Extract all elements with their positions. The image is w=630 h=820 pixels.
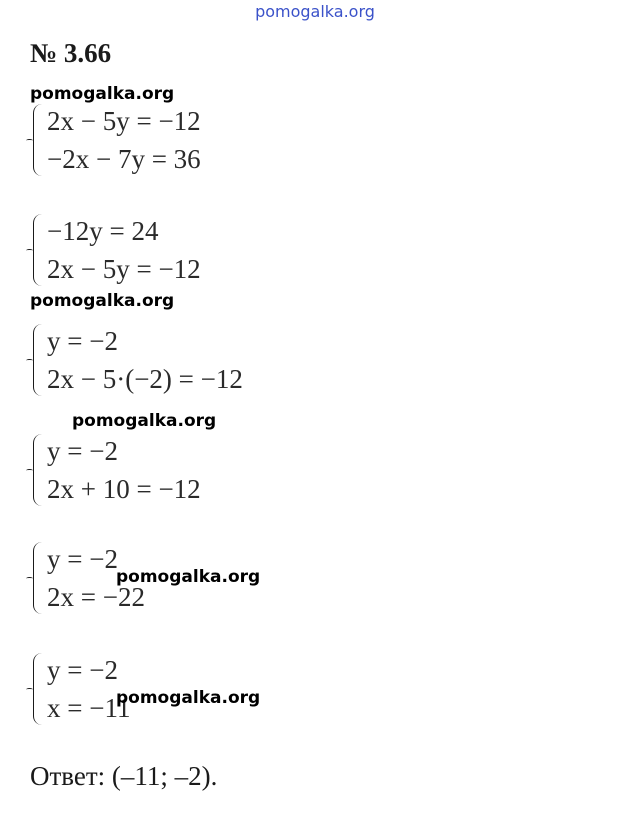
equation-1: y = −2 — [47, 326, 118, 356]
equation-1: y = −2 — [47, 655, 118, 685]
brace-icon — [33, 324, 43, 396]
equation-1: y = −2 — [47, 436, 118, 466]
brace-icon — [33, 104, 43, 176]
watermark: pomogalka.org — [116, 688, 261, 708]
equation-2: 2x − 5y = −12 — [47, 254, 201, 284]
watermark: pomogalka.org — [72, 411, 217, 431]
equation-system-4 — [33, 432, 201, 508]
equation-1: y = −2 — [47, 544, 118, 574]
problem-title: № 3.66 — [30, 38, 112, 68]
watermark: pomogalka.org — [116, 567, 261, 587]
equation-1: −12y = 24 — [47, 216, 159, 246]
brace-icon — [33, 214, 43, 286]
equation-1: 2x − 5y = −12 — [47, 106, 201, 136]
watermark: pomogalka.org — [30, 291, 175, 311]
answer-text: Ответ: (–11; –2). — [30, 761, 218, 791]
equation-2: −2x − 7y = 36 — [47, 144, 201, 174]
equation-2: 2x + 10 = −12 — [47, 474, 201, 504]
equation-system-1 — [33, 102, 201, 178]
brace-icon — [33, 542, 43, 614]
equation-2: 2x = −22 — [47, 582, 145, 612]
equation-2: 2x − 5·(−2) = −12 — [47, 364, 243, 394]
equation-system-3 — [33, 322, 243, 398]
equation-2: x = −11 — [47, 693, 131, 723]
site-link[interactable]: pomogalka.org — [255, 2, 375, 21]
equation-system-2 — [33, 212, 201, 288]
brace-icon — [33, 653, 43, 725]
brace-icon — [33, 434, 43, 506]
watermark: pomogalka.org — [30, 84, 175, 104]
